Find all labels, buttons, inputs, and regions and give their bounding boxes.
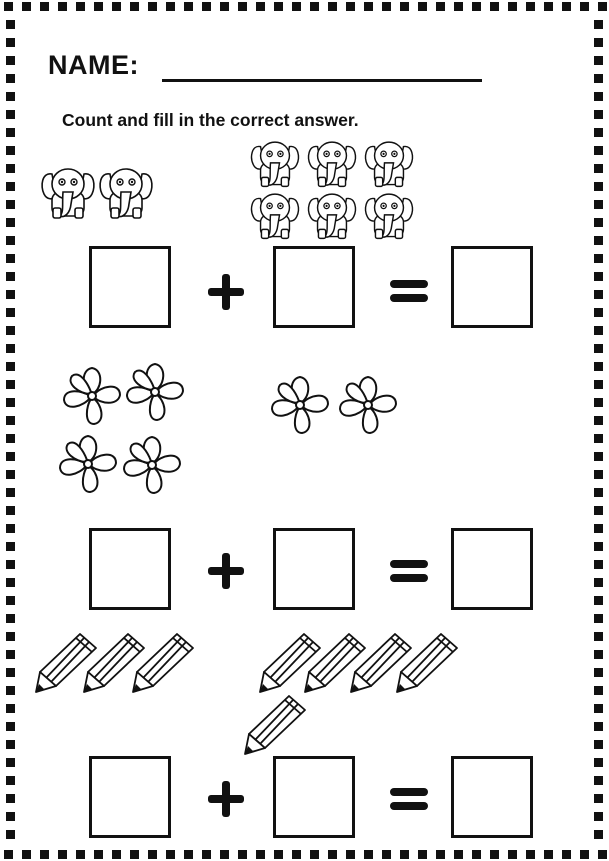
border-dash: [594, 560, 603, 569]
border-dash: [4, 2, 13, 11]
plus-icon: [206, 272, 246, 312]
border-dash: [6, 506, 15, 515]
answer-box-right[interactable]: [273, 756, 355, 838]
border-dash: [274, 2, 283, 11]
border-dash: [594, 326, 603, 335]
border-dash: [292, 2, 301, 11]
border-dash: [6, 434, 15, 443]
border-dash: [594, 776, 603, 785]
flower-icon: [56, 430, 120, 498]
elephant-icon: [245, 186, 305, 242]
border-dash: [594, 812, 603, 821]
border-dash: [6, 560, 15, 569]
border-dash: [6, 308, 15, 317]
border-dash: [594, 434, 603, 443]
border-dash: [6, 74, 15, 83]
border-dash: [594, 74, 603, 83]
pencil-icon: [131, 630, 197, 694]
border-dash: [508, 850, 517, 859]
border-dash: [594, 578, 603, 587]
border-dash: [6, 290, 15, 299]
border-dash: [594, 794, 603, 803]
border-dash: [594, 722, 603, 731]
border-dash: [454, 2, 463, 11]
border-dash: [346, 2, 355, 11]
border-dash: [6, 794, 15, 803]
border-dash: [594, 20, 603, 29]
border-dash: [594, 380, 603, 389]
border-dash: [594, 398, 603, 407]
border-dash: [594, 164, 603, 173]
answer-box-right[interactable]: [273, 246, 355, 328]
border-dash: [292, 850, 301, 859]
border-dash: [594, 740, 603, 749]
border-dash: [148, 850, 157, 859]
border-dash: [598, 850, 607, 859]
border-dash: [184, 850, 193, 859]
border-dash: [436, 850, 445, 859]
border-dash: [6, 326, 15, 335]
border-dash: [6, 722, 15, 731]
elephant-icon: [359, 186, 419, 242]
border-dash: [112, 2, 121, 11]
border-dash: [594, 470, 603, 479]
border-dash: [6, 668, 15, 677]
border-dash: [526, 2, 535, 11]
border-dash: [400, 850, 409, 859]
border-dash: [94, 850, 103, 859]
border-dash: [594, 146, 603, 155]
elephant-icon: [302, 186, 362, 242]
border-dash: [594, 308, 603, 317]
border-dash: [220, 850, 229, 859]
border-dash: [6, 236, 15, 245]
border-dash: [6, 362, 15, 371]
border-dash: [6, 578, 15, 587]
border-dash: [508, 2, 517, 11]
equals-icon: [388, 276, 430, 306]
border-dash: [256, 850, 265, 859]
border-dash: [6, 56, 15, 65]
equals-icon: [388, 784, 430, 814]
border-dash: [364, 850, 373, 859]
border-dash: [490, 850, 499, 859]
answer-box-sum[interactable]: [451, 756, 533, 838]
border-dash: [382, 850, 391, 859]
border-dash: [274, 850, 283, 859]
border-dash: [6, 776, 15, 785]
border-dash: [310, 850, 319, 859]
border-dash: [112, 850, 121, 859]
border-dash: [594, 236, 603, 245]
border-dash: [6, 704, 15, 713]
border-dash: [6, 398, 15, 407]
border-dash: [6, 830, 15, 839]
border-dash: [382, 2, 391, 11]
elephant-icon: [96, 160, 156, 222]
border-dash: [328, 850, 337, 859]
equals-icon: [388, 556, 430, 586]
answer-box-right[interactable]: [273, 528, 355, 610]
answer-box-left[interactable]: [89, 756, 171, 838]
border-dash: [594, 218, 603, 227]
border-dash: [594, 272, 603, 281]
border-dash: [6, 488, 15, 497]
name-answer-line[interactable]: [162, 79, 482, 82]
border-dash: [94, 2, 103, 11]
border-dash: [594, 110, 603, 119]
border-dash: [6, 128, 15, 137]
border-dash: [6, 686, 15, 695]
border-dash: [6, 650, 15, 659]
border-dash: [130, 2, 139, 11]
border-dash: [594, 758, 603, 767]
border-dash: [6, 812, 15, 821]
border-dash: [58, 2, 67, 11]
flower-icon: [60, 362, 124, 430]
elephant-icon: [302, 134, 362, 190]
border-dash: [594, 614, 603, 623]
border-dash: [148, 2, 157, 11]
answer-box-left[interactable]: [89, 246, 171, 328]
border-dash: [6, 20, 15, 29]
border-dash: [6, 740, 15, 749]
border-dash: [580, 850, 589, 859]
border-dash: [562, 850, 571, 859]
border-dash: [256, 2, 265, 11]
border-dash: [594, 632, 603, 641]
border-dash: [166, 2, 175, 11]
border-dash: [544, 850, 553, 859]
border-dash: [418, 2, 427, 11]
border-dash: [6, 92, 15, 101]
border-dash: [598, 2, 607, 11]
border-dash: [580, 2, 589, 11]
border-dash: [40, 850, 49, 859]
border-dash: [594, 488, 603, 497]
border-dash: [6, 344, 15, 353]
border-dash: [594, 344, 603, 353]
border-dash: [6, 596, 15, 605]
border-dash: [594, 92, 603, 101]
border-dash: [594, 128, 603, 137]
border-dash: [454, 850, 463, 859]
border-dash: [130, 850, 139, 859]
border-dash: [594, 704, 603, 713]
border-dash: [526, 850, 535, 859]
border-dash: [490, 2, 499, 11]
border-dash: [6, 632, 15, 641]
border-dash: [594, 362, 603, 371]
border-dash: [6, 38, 15, 47]
border-dash: [594, 650, 603, 659]
border-dash: [166, 850, 175, 859]
border-dash: [594, 254, 603, 263]
border-dash: [594, 596, 603, 605]
answer-box-sum[interactable]: [451, 528, 533, 610]
border-dash: [594, 524, 603, 533]
border-dash: [594, 200, 603, 209]
border-dash: [310, 2, 319, 11]
border-dash: [594, 830, 603, 839]
border-dash: [238, 850, 247, 859]
border-dash: [76, 850, 85, 859]
flower-icon: [120, 430, 184, 500]
elephant-icon: [359, 134, 419, 190]
flower-icon: [123, 358, 187, 426]
border-dash: [22, 2, 31, 11]
border-dash: [6, 182, 15, 191]
border-dash: [594, 506, 603, 515]
border-dash: [562, 2, 571, 11]
border-dash: [22, 850, 31, 859]
flower-icon: [336, 371, 400, 439]
answer-box-left[interactable]: [89, 528, 171, 610]
border-dash: [6, 200, 15, 209]
border-dash: [6, 272, 15, 281]
border-dash: [6, 416, 15, 425]
border-dash: [6, 542, 15, 551]
border-dash: [238, 2, 247, 11]
elephant-icon: [245, 134, 305, 190]
border-dash: [202, 850, 211, 859]
border-dash: [40, 2, 49, 11]
border-dash: [6, 758, 15, 767]
pencil-icon: [243, 692, 309, 756]
border-dash: [472, 2, 481, 11]
answer-box-sum[interactable]: [451, 246, 533, 328]
instruction-text: Count and fill in the correct answer.: [62, 110, 359, 130]
border-dash: [58, 850, 67, 859]
border-dash: [400, 2, 409, 11]
border-dash: [6, 614, 15, 623]
border-dash: [6, 524, 15, 533]
border-dash: [594, 416, 603, 425]
border-dash: [6, 452, 15, 461]
border-dash: [594, 182, 603, 191]
border-dash: [594, 452, 603, 461]
border-dash: [472, 850, 481, 859]
pencil-icon: [395, 630, 461, 694]
border-dash: [6, 254, 15, 263]
name-label: NAME:: [48, 50, 139, 80]
border-dash: [6, 218, 15, 227]
border-dash: [594, 290, 603, 299]
border-dash: [202, 2, 211, 11]
border-dash: [594, 686, 603, 695]
border-dash: [594, 542, 603, 551]
plus-icon: [206, 779, 246, 819]
border-dash: [364, 2, 373, 11]
border-dash: [6, 380, 15, 389]
border-dash: [544, 2, 553, 11]
border-dash: [346, 850, 355, 859]
border-dash: [184, 2, 193, 11]
border-dash: [6, 110, 15, 119]
border-dash: [220, 2, 229, 11]
border-dash: [4, 850, 13, 859]
plus-icon: [206, 551, 246, 591]
elephant-icon: [38, 160, 98, 222]
border-dash: [436, 2, 445, 11]
border-dash: [594, 38, 603, 47]
flower-icon: [268, 371, 332, 439]
border-dash: [418, 850, 427, 859]
border-dash: [594, 668, 603, 677]
border-dash: [6, 470, 15, 479]
border-dash: [76, 2, 85, 11]
border-dash: [594, 56, 603, 65]
border-dash: [6, 164, 15, 173]
border-dash: [328, 2, 337, 11]
border-dash: [6, 146, 15, 155]
